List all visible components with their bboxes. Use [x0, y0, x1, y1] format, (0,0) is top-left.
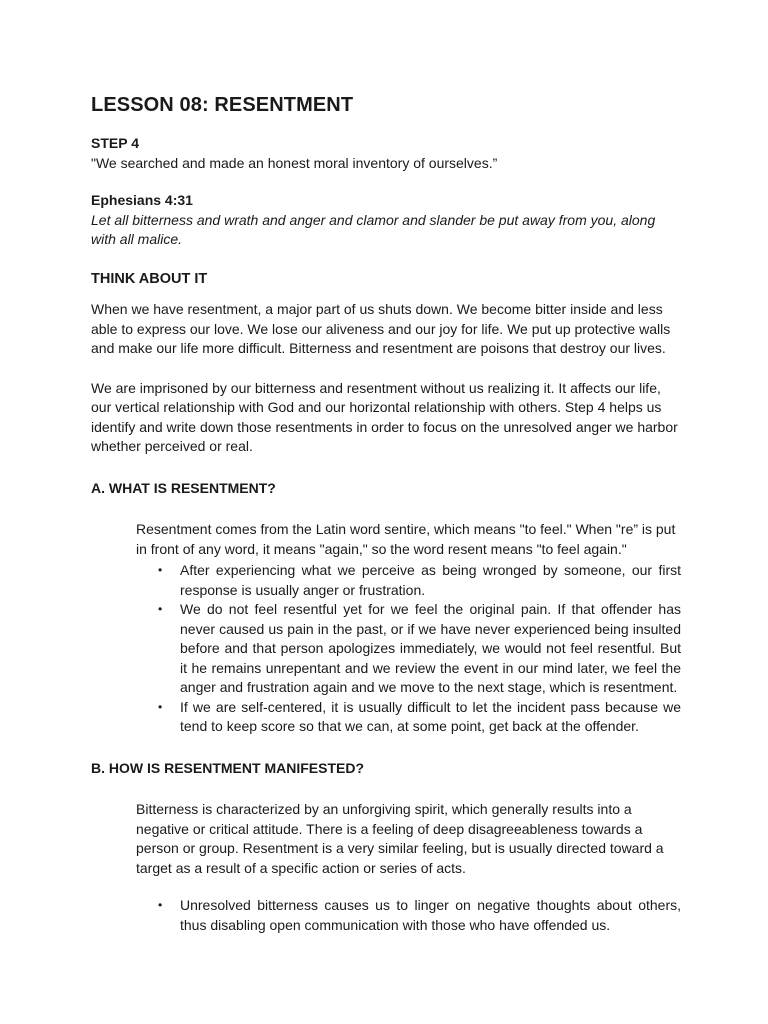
lesson-title: LESSON 08: RESENTMENT: [91, 94, 354, 116]
list-item-text: We do not feel resentful yet for we feel the original pain. If that offender has never caused us pain in the past, or if we have never experienced being insulted before and that person apologizes immediately, we would not feel resentful. But it he remains unrepentant and we review the event in our mind later, we feel the anger and frustration again and we move to the next stage, which is resentment.: [180, 601, 681, 695]
section-b-heading: B. HOW IS RESENTMENT MANIFESTED?: [91, 759, 364, 776]
scripture-reference: Ephesians 4:31: [91, 192, 193, 208]
step-label: STEP 4: [91, 135, 139, 151]
section-a-bullet-list: [136, 561, 681, 737]
think-paragraph-1: When we have resentment, a major part of us shuts down. We become bitter inside and less able to express our love. We lose our aliveness and our joy for life. We put up protective walls and make our life more difficult. Bitterness and resentment are poisons that destroy our lives.: [91, 301, 671, 356]
bullet-icon: •: [158, 602, 163, 616]
document-page: [91, 92, 681, 957]
bullet-icon: •: [158, 699, 163, 714]
list-item-text: Unresolved bitterness causes us to linger on negative thoughts about others, thus disabling open communication with those who have offended us.: [180, 897, 681, 933]
list-item-text: If we are self-centered, it is usually difficult to let the incident pass because we tend to keep score so that we can, at some point, get back at the offender.: [180, 698, 681, 734]
bullet-icon: •: [158, 898, 163, 912]
bullet-icon: •: [158, 563, 163, 577]
section-a-heading: A. WHAT IS RESENTMENT?: [91, 479, 276, 496]
section-a-intro: Resentment comes from the Latin word sentire, which means "to feel." When "re” is put in front of any word, it means "again," so the word resent means "to feel again.": [136, 521, 676, 557]
list-item: [136, 600, 681, 698]
list-item: [136, 698, 681, 737]
section-b-bullet-list: [136, 896, 681, 935]
list-item: [136, 561, 681, 600]
section-b-intro: Bitterness is characterized by an unforgiving spirit, which generally results into a negative or critical attitude. There is a feeling of deep disagreeableness towards a person or group. Resentment is a very similar feeling, but is usually directed toward a target as a result of a specific action or series of acts.: [136, 801, 664, 876]
list-item: [136, 896, 681, 935]
step-quote: "We searched and made an honest moral inventory of ourselves.”: [91, 154, 498, 171]
think-paragraph-2: We are imprisoned by our bitterness and resentment without us realizing it. It affects our life, our vertical relationship with God and our horizontal relationship with others. Step 4 helps us identify and write down those resentments in order to focus on the unresolved anger we harbor whether perceived or real.: [91, 379, 678, 454]
section-a-body: [136, 520, 681, 737]
scripture-text: Let all bitterness and wrath and anger and clamor and slander be put away from you, along with all malice.: [91, 211, 656, 247]
section-b-body: [136, 800, 681, 935]
list-item-text: After experiencing what we perceive as being wronged by someone, our first response is usually anger or frustration.: [180, 562, 681, 598]
think-about-it-heading: THINK ABOUT IT: [91, 270, 208, 287]
